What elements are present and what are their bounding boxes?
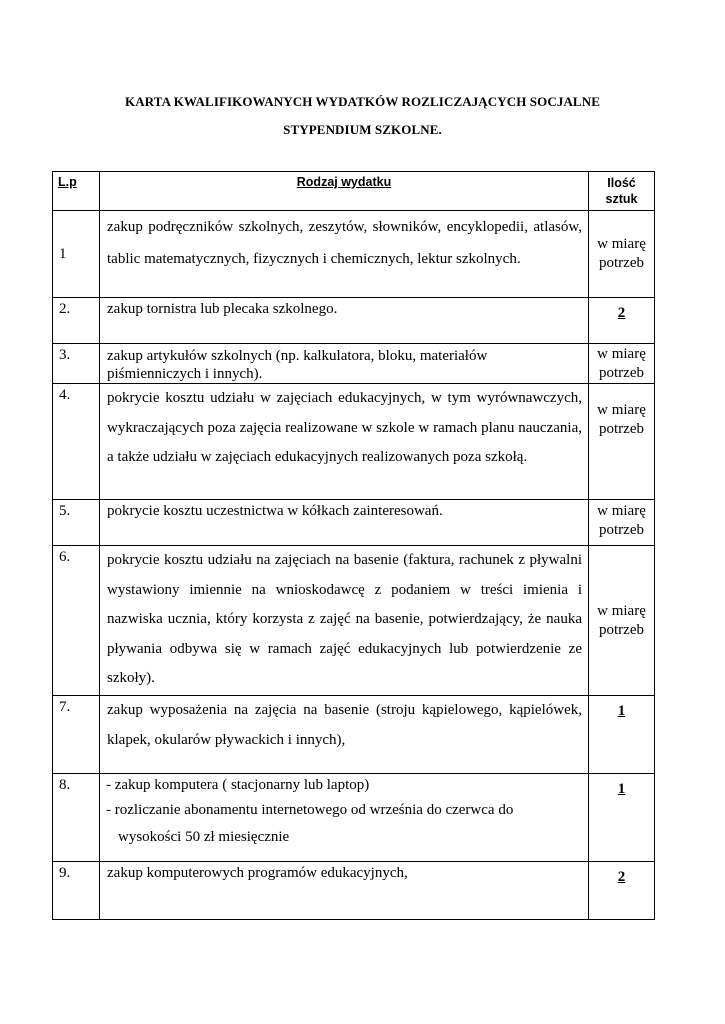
document-title-line-2: STYPENDIUM SZKOLNE. bbox=[283, 122, 442, 137]
row-description: zakup artykułów szkolnych (np. kalkulatora, bloku, materiałów piśmienniczych i innych). bbox=[100, 344, 589, 384]
row-description bbox=[100, 774, 589, 862]
table-row bbox=[53, 344, 655, 384]
row-number: 4. bbox=[53, 384, 100, 500]
row-quantity: 2 bbox=[589, 298, 655, 344]
row-number: 8. bbox=[53, 774, 100, 862]
row-description: zakup wyposażenia na zajęcia na basenie (stroju kąpielowego, kąpielówek, klapek, okularów pływackich i innych), bbox=[100, 696, 589, 774]
table-row bbox=[53, 774, 655, 862]
row-number: 1 bbox=[53, 211, 100, 298]
row-quantity: 1 bbox=[589, 774, 655, 862]
header-quantity bbox=[589, 172, 655, 211]
row-description-item: - rozliczanie abonamentu internetowego od września do czerwca do bbox=[106, 802, 514, 818]
header-lp: L.p bbox=[53, 172, 100, 211]
expenses-table bbox=[52, 171, 655, 920]
row-description: pokrycie kosztu udziału na zajęciach na basenie (faktura, rachunek z pływalni wystawiony imiennie na wnioskodawcę z podaniem w treści imienia i nazwiska ucznia, który korzysta z zajęć na basenie, potwierdzający, że nauka pływania odbywa się w ramach zajęć edukacyjnych lub potwierdzenie ze szkoły). bbox=[100, 546, 589, 696]
header-quantity-line1: Ilość bbox=[607, 176, 636, 190]
document-title-line-1: KARTA KWALIFIKOWANYCH WYDATKÓW ROZLICZAJĄCYCH SOCJALNE bbox=[125, 94, 600, 109]
table-row bbox=[53, 298, 655, 344]
row-quantity: 2 bbox=[589, 862, 655, 920]
header-quantity-line2: sztuk bbox=[605, 192, 638, 206]
row-description: zakup podręczników szkolnych, zeszytów, słowników, encyklopedii, atlasów, tablic matematycznych, fizycznych i chemicznych, lektur szkolnych. bbox=[100, 211, 589, 298]
row-number: 3. bbox=[53, 344, 100, 384]
table-row bbox=[53, 696, 655, 774]
row-description: zakup komputerowych programów edukacyjnych, bbox=[100, 862, 589, 920]
row-description: pokrycie kosztu uczestnictwa w kółkach zainteresowań. bbox=[100, 500, 589, 546]
row-description-item: - zakup komputera ( stacjonarny lub laptop) bbox=[106, 777, 370, 793]
row-number: 2. bbox=[53, 298, 100, 344]
row-number: 6. bbox=[53, 546, 100, 696]
table-row bbox=[53, 384, 655, 500]
table-row bbox=[53, 546, 655, 696]
row-description: pokrycie kosztu udziału w zajęciach edukacyjnych, w tym wyrównawczych, wykraczających poza zajęcia realizowane w szkole w ramach planu nauczania, a także udziału w zajęciach edukacyjnych realizowanych poza szkołą. bbox=[100, 384, 589, 500]
row-quantity: 1 bbox=[589, 696, 655, 774]
row-number: 5. bbox=[53, 500, 100, 546]
row-description: zakup tornistra lub plecaka szkolnego. bbox=[100, 298, 589, 344]
table-row bbox=[53, 500, 655, 546]
row-description-item: wysokości 50 zł miesięcznie bbox=[118, 828, 290, 845]
table-row bbox=[53, 211, 655, 298]
row-quantity: w miarę potrzeb bbox=[589, 344, 655, 384]
row-quantity: w miarę potrzeb bbox=[589, 211, 655, 298]
table-header-row bbox=[53, 172, 655, 211]
row-number: 7. bbox=[53, 696, 100, 774]
row-quantity: w miarę potrzeb bbox=[589, 500, 655, 546]
row-quantity: w miarę potrzeb bbox=[589, 546, 655, 696]
header-expense-type: Rodzaj wydatku bbox=[100, 172, 589, 211]
table-row bbox=[53, 862, 655, 920]
row-quantity: w miarę potrzeb bbox=[589, 384, 655, 500]
row-number: 9. bbox=[53, 862, 100, 920]
